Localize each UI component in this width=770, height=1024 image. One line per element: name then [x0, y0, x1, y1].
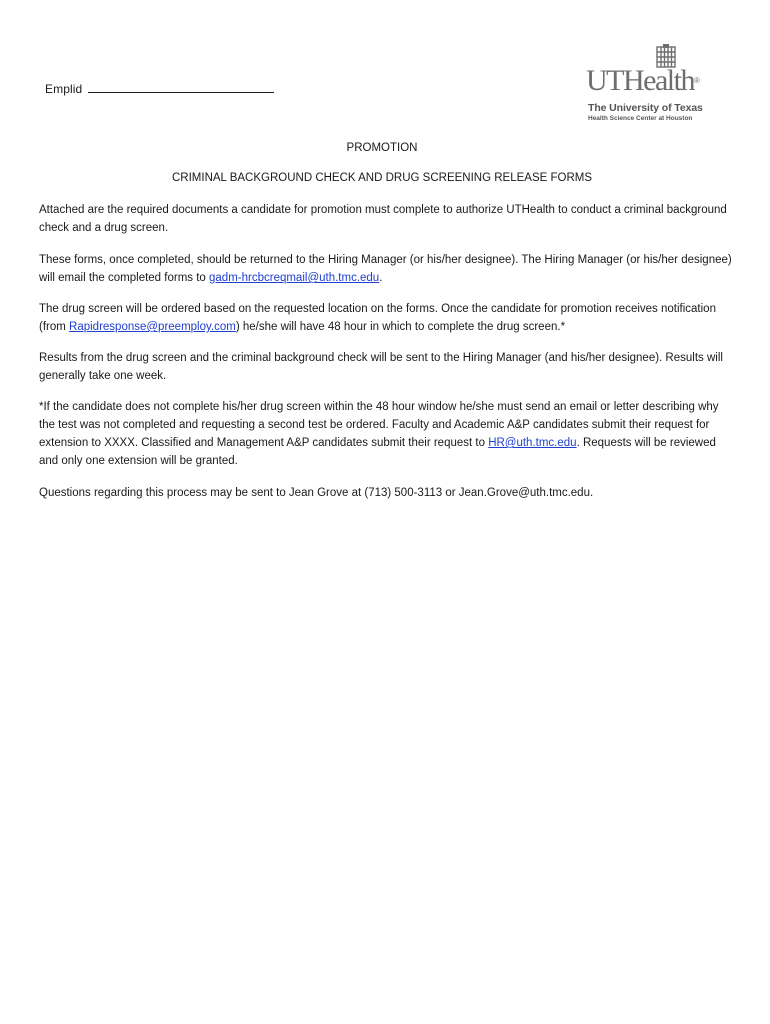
emplid-field — [45, 80, 274, 96]
forms-title-heading: CRIMINAL BACKGROUND CHECK AND DRUG SCREENING RELEASE FORMS — [171, 172, 593, 184]
paragraph-attached-documents: Attached are the required documents a candidate for promotion must complete to authorize UTHealth to conduct a criminal background check and a drug screen. — [39, 204, 727, 234]
paragraph-drug-screen-order: The drug screen will be ordered based on the requested location on the forms. Once the candidate for promotion receives notification (from Rapidresponse@preemploy.com) he/she will have 48 hour in which to complete the drug screen.* — [39, 303, 716, 333]
logo-wordmark: UTHealth® — [586, 64, 700, 97]
paragraph-return-forms: These forms, once completed, should be returned to the Hiring Manager (or his/her designee). The Hiring Manager (or his/her designee) will email the completed forms to gadm-hrcbcreqmail@uth.tmc.edu. — [39, 254, 732, 284]
paragraph-extension-request: *If the candidate does not complete his/her drug screen within the 48 hour window he/she must send an email or letter describing why the test was not completed and requesting a second test be ordered. Faculty and Academic A&P candidates submit their request for extension to XXXX. Classified and Management A&P candidates submit their request to HR@uth.tmc.edu. Requests will be reviewed and only one extension will be granted. — [39, 401, 719, 467]
promotion-heading: PROMOTION — [346, 142, 418, 154]
hrcb-email-link[interactable]: gadm-hrcbcreqmail@uth.tmc.edu — [209, 272, 380, 284]
rapidresponse-email-link[interactable]: Rapidresponse@preemploy.com — [69, 321, 236, 333]
logo-university-name: The University of Texas — [588, 102, 703, 114]
paragraph-questions-contact: Questions regarding this process may be sent to Jean Grove at (713) 500-3113 or Jean.Grove@uth.tmc.edu. — [39, 487, 594, 499]
logo-campus-name: Health Science Center at Houston — [588, 115, 693, 122]
uthealth-logo — [584, 44, 716, 124]
hr-email-link[interactable]: HR@uth.tmc.edu — [488, 437, 577, 449]
paragraph-results: Results from the drug screen and the criminal background check will be sent to the Hiring Manager (and his/her designee). Results will generally take one week. — [39, 352, 723, 382]
emplid-blank-line — [88, 80, 274, 93]
emplid-label: Emplid — [45, 82, 83, 96]
